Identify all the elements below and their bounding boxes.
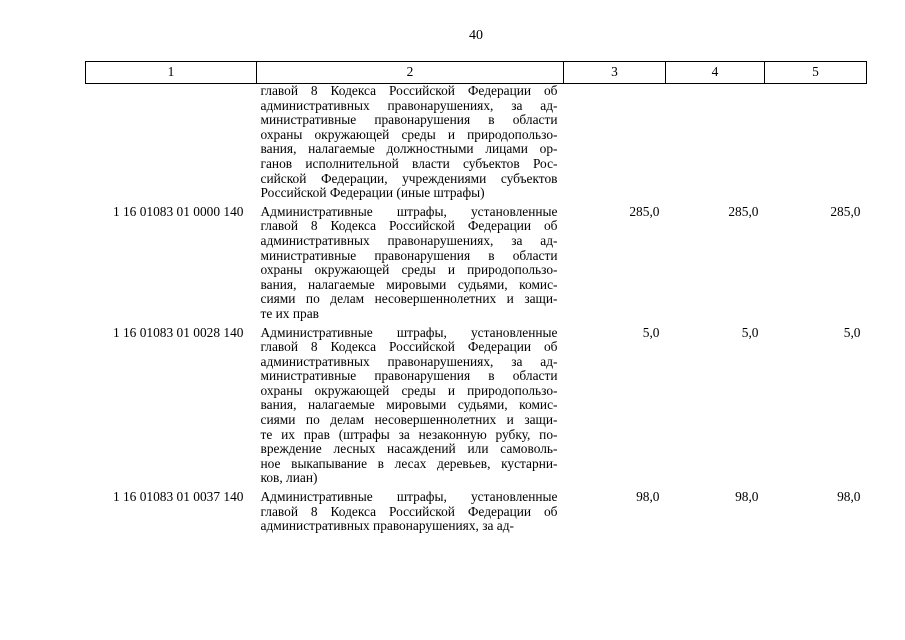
description-line: ганов исполнительной власти субъектов Рос- — [260, 155, 558, 171]
table-row — [86, 84, 867, 201]
description-line: те их прав — [260, 305, 319, 321]
page-number: 40 — [469, 28, 483, 43]
header-row — [86, 62, 867, 84]
description-line: вреждение лесных насаждений или самоволь- — [260, 441, 558, 457]
description-line: министративные правонарушения в области — [260, 247, 558, 263]
amount-cell-col5: 98,0 — [837, 489, 861, 505]
description-line: охраны окружающей среды и природопользо- — [260, 382, 558, 398]
description-line: министративные правонарушения в области — [260, 112, 558, 128]
description-line: главой 8 Кодекса Российской Федерации об — [260, 503, 558, 519]
description-line: Административные штрафы, установленные — [260, 324, 558, 340]
table-row — [86, 326, 867, 487]
description-line: вания, налагаемые мировыми судьями, комис- — [260, 276, 558, 292]
description-line: ное выкапывание в лесах деревьев, кустарни- — [260, 455, 558, 471]
description-line: административных правонарушениях, за ад- — [260, 353, 558, 369]
table-body — [86, 84, 867, 534]
description-line: главой 8 Кодекса Российской Федерации об — [260, 218, 558, 234]
description-line: главой 8 Кодекса Российской Федерации об — [260, 83, 558, 98]
amount-cell-col4: 98,0 — [735, 489, 759, 505]
amount-cell-col3: 5,0 — [642, 324, 660, 340]
description-line: сиями по делам несовершеннолетних и защи- — [260, 291, 558, 307]
column-header-4: 4 — [666, 62, 765, 84]
description-line: Административные штрафы, установленные — [260, 489, 558, 505]
description-cell — [257, 84, 564, 201]
amount-cell-col4: 5,0 — [741, 324, 759, 340]
description-line: охраны окружающей среды и природопользо- — [260, 126, 558, 142]
amount-cell-col4: 285,0 — [728, 203, 759, 219]
column-header-5: 5 — [765, 62, 867, 84]
description-cell — [257, 326, 564, 487]
description-cell — [257, 205, 564, 322]
amount-cell-col5: 5,0 — [843, 324, 861, 340]
amount-cell-col3: 285,0 — [629, 203, 660, 219]
budget-table — [85, 61, 867, 534]
description-line: ков, лиан) — [260, 470, 318, 486]
table-row — [86, 490, 867, 534]
column-header-2: 2 — [257, 62, 564, 84]
description-cell — [257, 490, 564, 534]
description-line: вания, налагаемые должностными лицами ор- — [260, 141, 558, 157]
description-line: Административные штрафы, установленные — [260, 203, 558, 219]
budget-code-cell: 1 16 01083 01 0000 140 — [112, 203, 244, 219]
amount-cell-col4 — [666, 84, 765, 201]
budget-code-cell — [86, 84, 257, 201]
description-line: главой 8 Кодекса Российской Федерации об — [260, 339, 558, 355]
budget-code-cell: 1 16 01083 01 0028 140 — [112, 324, 244, 340]
column-header-3: 3 — [564, 62, 666, 84]
description-line: Российской Федерации (иные штрафы) — [260, 185, 485, 201]
amount-cell-col5: 285,0 — [830, 203, 861, 219]
description-line: те их прав (штрафы за незаконную рубку, по- — [260, 426, 558, 442]
description-line: административных правонарушениях, за ад- — [260, 97, 558, 113]
table-header — [86, 62, 867, 84]
description-line: министративные правонарушения в области — [260, 368, 558, 384]
description-line: сийской Федерации, учреждениями субъектов — [260, 170, 558, 186]
amount-cell-col3 — [564, 84, 666, 201]
amount-cell-col3: 98,0 — [636, 489, 660, 505]
description-line: административных правонарушениях, за ад- — [260, 518, 515, 534]
description-line: охраны окружающей среды и природопользо- — [260, 262, 558, 278]
description-line: вания, налагаемые мировыми судьями, комис- — [260, 397, 558, 413]
table-row — [86, 205, 867, 322]
description-line: административных правонарушениях, за ад- — [260, 232, 558, 248]
description-line: сиями по делам несовершеннолетних и защи- — [260, 412, 558, 428]
column-header-1: 1 — [86, 62, 257, 84]
amount-cell-col5 — [765, 84, 867, 201]
budget-code-cell: 1 16 01083 01 0037 140 — [112, 489, 244, 505]
